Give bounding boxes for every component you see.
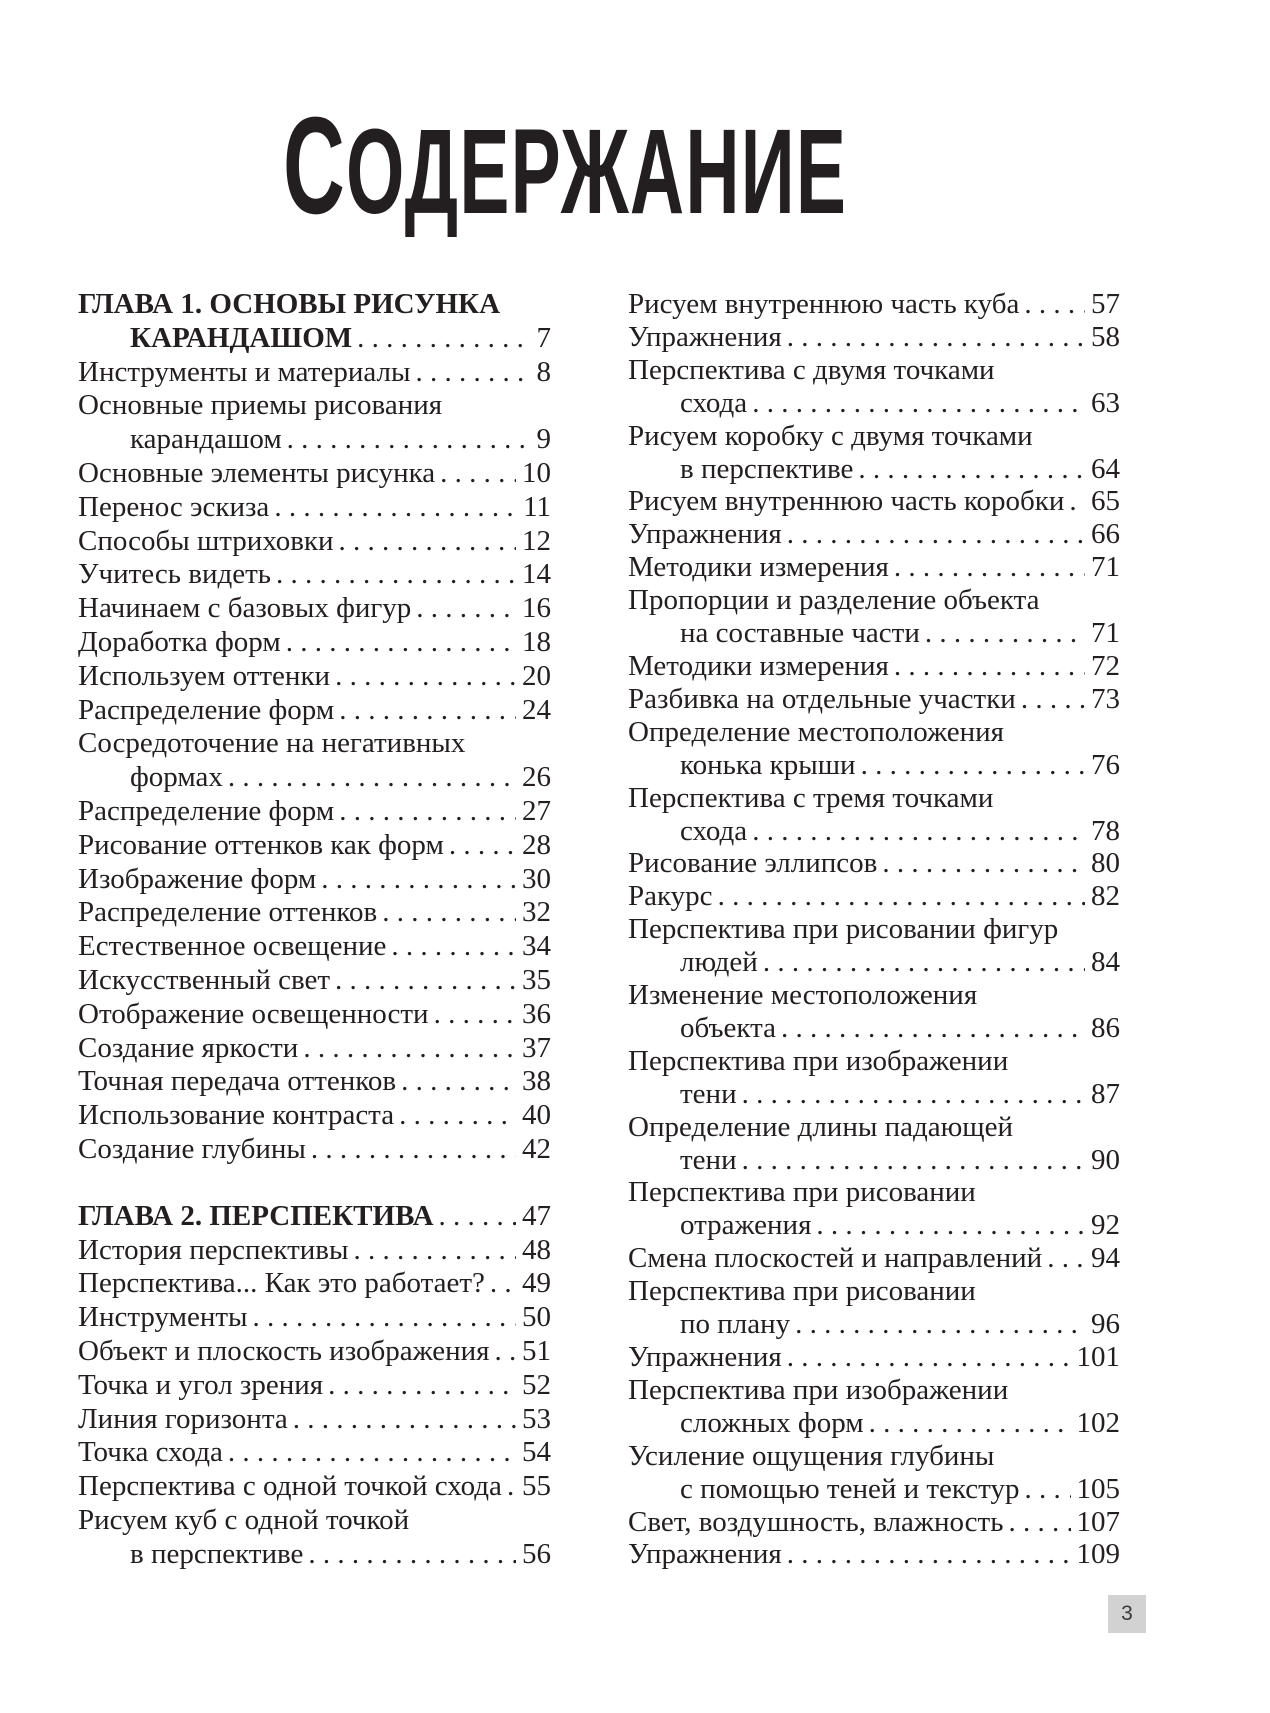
toc-entry-text: в перспективе xyxy=(680,452,854,485)
dot-leader xyxy=(894,551,1085,584)
toc-page-number: 54 xyxy=(522,1436,551,1469)
toc-row xyxy=(78,491,551,525)
toc-row xyxy=(628,288,1120,321)
toc-row xyxy=(628,716,1120,749)
toc-row xyxy=(78,1301,551,1335)
toc-entry-text: Создание яркости xyxy=(78,1031,299,1064)
toc-row xyxy=(628,1538,1120,1571)
toc-entry-text: Методики измерения xyxy=(628,649,889,682)
toc-row xyxy=(78,626,551,660)
toc-entry-text: Ракурс xyxy=(628,880,713,913)
toc-page-number: 28 xyxy=(522,828,551,861)
toc-page-number: 20 xyxy=(522,659,551,692)
toc-row xyxy=(78,423,551,457)
dot-leader xyxy=(718,880,1085,913)
toc-entry-text: Инструменты и материалы xyxy=(78,355,411,388)
toc-row xyxy=(628,815,1120,848)
toc-row xyxy=(628,420,1120,453)
toc-entry-text: Перспектива при рисовании фигур xyxy=(628,913,1059,946)
toc-row xyxy=(628,485,1120,518)
toc-entry-text: Перспектива с тремя точками xyxy=(628,781,994,814)
toc-page-number: 72 xyxy=(1091,649,1120,682)
toc-row xyxy=(628,979,1120,1012)
toc-page-number: 35 xyxy=(522,963,551,996)
toc-column-right xyxy=(628,288,1120,1571)
toc-row xyxy=(78,558,551,592)
toc-entry-text: конька крыши xyxy=(680,748,856,781)
toc-page-number: 76 xyxy=(1091,748,1120,781)
toc-page-number: 66 xyxy=(1091,518,1120,551)
toc-entry-text: по плану xyxy=(680,1308,791,1341)
toc-page-number: 36 xyxy=(522,997,551,1030)
toc-row xyxy=(78,761,551,795)
toc-entry-text: Точка и угол зрения xyxy=(78,1368,324,1401)
toc-page-number: 71 xyxy=(1091,551,1120,584)
toc-row xyxy=(628,1473,1120,1506)
toc-row xyxy=(78,389,551,423)
toc-page-number: 57 xyxy=(1091,288,1120,320)
toc-page-number: 94 xyxy=(1091,1242,1120,1275)
toc-entry-text: Распределение оттенков xyxy=(78,896,378,929)
dot-leader xyxy=(752,387,1085,420)
toc-row xyxy=(78,727,551,761)
dot-leader xyxy=(882,847,1085,880)
toc-page-number: 82 xyxy=(1091,880,1120,913)
toc-row xyxy=(78,1504,551,1538)
toc-column-left xyxy=(78,288,551,1571)
toc-row xyxy=(628,946,1120,979)
toc-page-number: 7 xyxy=(536,321,551,354)
toc-row xyxy=(628,913,1120,946)
toc-page-number: 58 xyxy=(1091,320,1120,353)
toc-entry-text: Перспектива... Как это работает? xyxy=(78,1267,485,1300)
toc-row xyxy=(78,1470,551,1504)
toc-entry-text: Рисование оттенков как форм xyxy=(78,828,444,861)
toc-chapter-row xyxy=(78,322,551,356)
dot-leader xyxy=(339,795,516,829)
toc-row xyxy=(628,1144,1120,1177)
toc-page-number: 18 xyxy=(522,625,551,658)
toc-page-number: 87 xyxy=(1091,1077,1120,1110)
toc-page-number: 56 xyxy=(522,1537,551,1570)
dot-leader xyxy=(440,457,516,491)
toc-row xyxy=(628,551,1120,584)
toc-entry-text: Создание глубины xyxy=(78,1132,306,1165)
toc-row xyxy=(78,964,551,998)
toc-page-number: 24 xyxy=(522,693,551,726)
dot-leader xyxy=(308,1538,516,1572)
toc-page-number: 107 xyxy=(1076,1505,1120,1538)
toc-row xyxy=(628,453,1120,486)
toc-row xyxy=(78,1538,551,1572)
dot-leader xyxy=(1021,683,1085,716)
toc-page-number: 30 xyxy=(522,862,551,895)
toc-page-number: 96 xyxy=(1091,1308,1120,1341)
dot-leader xyxy=(253,1301,517,1335)
toc-page-number: 84 xyxy=(1091,946,1120,979)
toc-entry-text: схода xyxy=(680,814,748,847)
dot-leader xyxy=(869,1407,1071,1440)
toc-entry-text: Основные элементы рисунка xyxy=(78,456,436,489)
dot-leader xyxy=(858,453,1085,486)
toc-row xyxy=(78,1335,551,1369)
toc-entry-text: отражения xyxy=(680,1209,812,1242)
dot-leader xyxy=(449,829,516,863)
toc-entry-text: Учитесь видеть xyxy=(78,558,271,591)
dot-leader xyxy=(416,592,516,626)
dot-leader xyxy=(321,863,516,897)
dot-leader xyxy=(391,930,516,964)
toc-entry-text: в перспективе xyxy=(130,1537,304,1570)
toc-row xyxy=(78,1065,551,1099)
toc-page-number: 27 xyxy=(522,794,551,827)
toc-row xyxy=(628,617,1120,650)
toc-entry-text: Точка схода xyxy=(78,1436,223,1469)
page-title-first-letter: С xyxy=(283,89,347,243)
toc-row xyxy=(628,1111,1120,1144)
dot-leader xyxy=(742,1078,1085,1111)
toc-page-number: 48 xyxy=(522,1233,551,1266)
dot-leader xyxy=(894,650,1085,683)
toc-row xyxy=(78,1267,551,1301)
dot-leader xyxy=(795,1308,1085,1341)
toc-page-number: 32 xyxy=(522,896,551,929)
toc-page-number: 102 xyxy=(1076,1406,1120,1439)
toc-entry-text: Разбивка на отдельные участки xyxy=(628,682,1016,715)
toc-page-number: 90 xyxy=(1091,1143,1120,1176)
dot-leader xyxy=(382,896,516,930)
dot-leader xyxy=(816,1209,1085,1242)
toc-entry-text: Рисуем коробку с двумя точками xyxy=(628,419,1033,452)
toc-entry-text: ГЛАВА 1. ОСНОВЫ РИСУНКА xyxy=(78,288,501,320)
toc-entry-text: Упражнения xyxy=(628,518,782,551)
toc-entry-text: на составные части xyxy=(680,617,920,650)
toc-entry-text: Доработка форм xyxy=(78,625,281,658)
folio-box xyxy=(1108,1595,1146,1633)
toc-entry-text: Естественное освещение xyxy=(78,930,387,963)
dot-leader xyxy=(339,694,516,728)
section-gap xyxy=(78,1167,551,1200)
toc-entry-text: Методики измерения xyxy=(628,551,889,584)
toc-entry-text: Искусственный свет xyxy=(78,963,331,996)
dot-leader xyxy=(335,964,516,998)
dot-leader xyxy=(763,946,1085,979)
toc-row xyxy=(628,749,1120,782)
dot-leader xyxy=(752,815,1085,848)
toc-page-number: 38 xyxy=(522,1065,551,1098)
dot-leader xyxy=(439,1200,516,1234)
dot-leader xyxy=(303,1032,516,1066)
toc-row xyxy=(78,592,551,626)
dot-leader xyxy=(925,617,1085,650)
dot-leader xyxy=(1024,288,1085,321)
toc-page-number: 34 xyxy=(522,930,551,963)
toc-entry-text: схода xyxy=(680,386,748,419)
dot-leader xyxy=(861,749,1085,782)
toc-row xyxy=(628,880,1120,913)
toc-entry-text: Используем оттенки xyxy=(78,659,331,692)
dot-leader xyxy=(353,1234,516,1268)
toc-page-number: 8 xyxy=(536,355,551,388)
page-title xyxy=(283,89,848,243)
toc-row xyxy=(78,998,551,1032)
dot-leader xyxy=(339,525,516,559)
toc-row xyxy=(628,354,1120,387)
toc-entry-text: Точная передача оттенков xyxy=(78,1065,397,1098)
toc-row xyxy=(78,930,551,964)
toc-row xyxy=(78,1403,551,1437)
toc-row xyxy=(78,525,551,559)
dot-leader xyxy=(787,1538,1071,1571)
toc-entry-text: Смена плоскостей и направлений xyxy=(628,1242,1043,1275)
toc-row xyxy=(628,518,1120,551)
dot-leader xyxy=(311,1133,516,1167)
dot-leader xyxy=(490,1267,516,1301)
dot-leader xyxy=(1024,1473,1070,1506)
dot-leader xyxy=(787,1341,1071,1374)
toc-chapter-row xyxy=(78,1200,551,1234)
toc-entry-text: Перспектива при рисовании xyxy=(628,1176,976,1209)
toc-page-number: 37 xyxy=(522,1031,551,1064)
toc-page-number: 11 xyxy=(523,490,551,523)
toc-row xyxy=(78,795,551,829)
toc-entry-text: Рисуем внутреннюю часть куба xyxy=(628,288,1020,320)
dot-leader xyxy=(787,518,1085,551)
dot-leader xyxy=(293,1403,516,1437)
toc-page-number: 80 xyxy=(1091,847,1120,880)
toc-entry-text: Свет, воздушность, влажность xyxy=(628,1505,1004,1538)
toc-entry-text: Основные приемы рисования xyxy=(78,389,443,422)
toc-page-number: 73 xyxy=(1091,682,1120,715)
toc-entry-text: Перспектива при изображении xyxy=(628,1044,1009,1077)
toc-row xyxy=(628,1341,1120,1374)
dot-leader xyxy=(1047,1242,1085,1275)
page-title-rest: ОДЕРЖАНИЕ xyxy=(346,103,848,239)
toc-chapter-row xyxy=(78,288,551,322)
toc-row xyxy=(78,829,551,863)
toc-row xyxy=(78,660,551,694)
toc-entry-text: Перспектива при рисовании xyxy=(628,1275,976,1308)
dot-leader xyxy=(287,423,531,457)
toc-row xyxy=(78,863,551,897)
dot-leader xyxy=(401,1065,516,1099)
toc-page-number: 42 xyxy=(522,1132,551,1165)
dot-leader xyxy=(787,321,1085,354)
toc-row xyxy=(78,896,551,930)
toc-entry-text: Определение местоположения xyxy=(628,715,1004,748)
dot-leader xyxy=(228,1436,516,1470)
dot-leader xyxy=(1069,485,1085,518)
toc-entry-text: объекта xyxy=(680,1011,777,1044)
toc-page-number: 105 xyxy=(1076,1472,1120,1505)
toc-entry-text: Отображение освещенности xyxy=(78,997,429,1030)
dot-leader xyxy=(434,998,516,1032)
toc-row xyxy=(628,1506,1120,1539)
toc-row xyxy=(628,387,1120,420)
dot-leader xyxy=(286,626,516,660)
toc-entry-text: тени xyxy=(680,1143,737,1176)
toc-entry-text: Перспектива с одной точкой схода xyxy=(78,1470,502,1503)
toc-entry-text: Упражнения xyxy=(628,1341,782,1373)
folio-page-number: 3 xyxy=(1121,1602,1133,1625)
dot-leader xyxy=(1008,1506,1070,1539)
toc-entry-text: Определение длины падающей xyxy=(628,1110,1013,1143)
toc-entry-text: карандашом xyxy=(130,423,282,456)
toc-entry-text: Инструменты xyxy=(78,1301,248,1334)
toc-page-number: 40 xyxy=(522,1099,551,1132)
toc-page-number: 101 xyxy=(1076,1341,1120,1373)
toc-page-number: 16 xyxy=(522,592,551,625)
toc-row xyxy=(628,683,1120,716)
toc-entry-text: ГЛАВА 2. ПЕРСПЕКТИВА xyxy=(78,1199,434,1232)
toc-entry-text: Перспектива при изображении xyxy=(628,1373,1009,1406)
toc-row xyxy=(628,847,1120,880)
toc-row xyxy=(78,1234,551,1268)
toc-page-number: 10 xyxy=(522,456,551,489)
toc-entry-text: Линия горизонта xyxy=(78,1402,288,1435)
toc-row xyxy=(78,1032,551,1066)
toc-page-number: 26 xyxy=(522,761,551,794)
toc-entry-text: История перспективы xyxy=(78,1233,349,1266)
toc-entry-text: Распределение форм xyxy=(78,693,335,726)
toc-entry-text: Упражнения xyxy=(628,1538,782,1571)
toc-entry-text: с помощью теней и текстур xyxy=(680,1472,1020,1505)
toc-row xyxy=(78,356,551,390)
dot-leader xyxy=(335,660,516,694)
toc-row xyxy=(78,1099,551,1133)
toc-page-number: 9 xyxy=(536,423,551,456)
toc-entry-text: КАРАНДАШОМ xyxy=(130,321,353,354)
toc-entry-text: Упражнения xyxy=(628,320,782,353)
toc-row xyxy=(628,1374,1120,1407)
toc-row xyxy=(78,1133,551,1167)
dot-leader xyxy=(357,322,530,356)
dot-leader xyxy=(274,491,517,525)
toc-row xyxy=(78,1369,551,1403)
toc-row xyxy=(78,694,551,728)
toc-row xyxy=(628,1440,1120,1473)
toc-page-number: 51 xyxy=(522,1334,551,1367)
toc-entry-text: тени xyxy=(680,1077,737,1110)
toc-entry-text: людей xyxy=(680,946,758,979)
dot-leader xyxy=(507,1470,516,1504)
toc-row xyxy=(628,584,1120,617)
toc-page-number: 52 xyxy=(522,1368,551,1401)
toc-entry-text: Способы штриховки xyxy=(78,524,334,557)
toc-page-number: 55 xyxy=(522,1470,551,1503)
toc-row xyxy=(628,1407,1120,1440)
dot-leader xyxy=(781,1012,1085,1045)
toc-entry-text: сложных форм xyxy=(680,1406,864,1439)
toc-page-number: 109 xyxy=(1076,1538,1120,1571)
toc-row xyxy=(628,1242,1120,1275)
toc-page-number: 49 xyxy=(522,1267,551,1300)
toc-row xyxy=(628,1078,1120,1111)
toc-page-number: 92 xyxy=(1091,1209,1120,1242)
toc-entry-text: Объект и плоскость изображения xyxy=(78,1334,490,1367)
toc-entry-text: Усиление ощущения глубины xyxy=(628,1439,995,1472)
toc-row xyxy=(628,321,1120,354)
toc-row xyxy=(628,782,1120,815)
toc-page-number: 64 xyxy=(1091,452,1120,485)
dot-leader xyxy=(742,1144,1085,1177)
toc-page-number: 78 xyxy=(1091,814,1120,847)
toc-row xyxy=(628,650,1120,683)
toc-page-number: 63 xyxy=(1091,386,1120,419)
toc-page-number: 12 xyxy=(522,524,551,557)
toc-page-number: 71 xyxy=(1091,617,1120,650)
toc-entry-text: Сосредоточение на негативных xyxy=(78,727,466,760)
toc-row xyxy=(628,1012,1120,1045)
toc-row xyxy=(78,1436,551,1470)
toc-page-number: 14 xyxy=(522,558,551,591)
toc-entry-text: Использование контраста xyxy=(78,1099,395,1132)
toc-page-number: 65 xyxy=(1091,485,1120,518)
dot-leader xyxy=(495,1335,516,1369)
dot-leader xyxy=(228,761,516,795)
toc-entry-text: Изменение местоположения xyxy=(628,979,978,1012)
toc-entry-text: Рисование эллипсов xyxy=(628,847,878,880)
toc-row xyxy=(628,1045,1120,1078)
toc-row xyxy=(78,457,551,491)
toc-row xyxy=(628,1209,1120,1242)
toc-entry-text: Перспектива с двумя точками xyxy=(628,353,995,386)
toc-row xyxy=(628,1176,1120,1209)
dot-leader xyxy=(399,1099,516,1133)
toc-row xyxy=(628,1275,1120,1308)
toc-page-number: 53 xyxy=(522,1402,551,1435)
toc-page-number: 86 xyxy=(1091,1011,1120,1044)
toc-entry-text: Распределение форм xyxy=(78,794,335,827)
toc-row xyxy=(628,1308,1120,1341)
dot-leader xyxy=(415,356,530,390)
dot-leader xyxy=(328,1369,516,1403)
toc-entry-text: формах xyxy=(130,761,223,794)
toc-page-number: 50 xyxy=(522,1301,551,1334)
toc-entry-text: Начинаем с базовых фигур xyxy=(78,592,412,625)
toc-entry-text: Рисуем куб с одной точкой xyxy=(78,1503,410,1536)
toc-entry-text: Рисуем внутреннюю часть коробки xyxy=(628,485,1065,518)
toc-entry-text: Изображение форм xyxy=(78,862,317,895)
toc-page-number: 47 xyxy=(522,1199,551,1232)
toc-entry-text: Перенос эскиза xyxy=(78,490,270,523)
toc-entry-text: Пропорции и разделение объекта xyxy=(628,584,1040,617)
dot-leader xyxy=(276,558,516,592)
